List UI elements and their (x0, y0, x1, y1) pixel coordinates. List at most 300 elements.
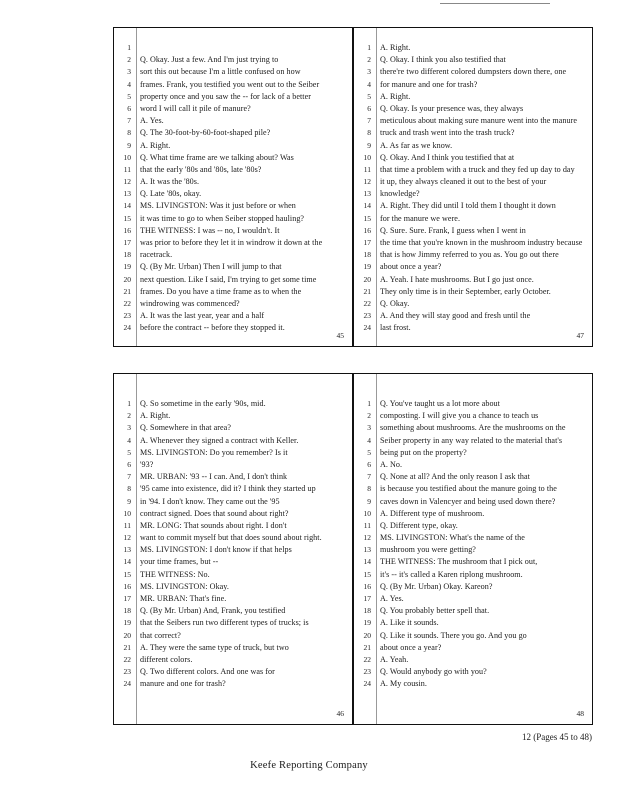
line-text: Q. So sometime in the early '90s, mid. (140, 399, 266, 408)
line-text: that the early '80s and '80s, late '80s? (140, 164, 262, 174)
line-text: mushroom you were getting? (380, 545, 476, 555)
line-text: frames. Frank, you testified you went out to the Seiber (140, 79, 320, 89)
transcript-line (114, 471, 348, 483)
line-number: 22 (363, 298, 371, 308)
transcript-line (354, 225, 588, 237)
line-number: 3 (127, 67, 131, 77)
line-text: Q. (By Mr. Urban) Okay. Kareon? (380, 581, 493, 591)
line-number: 12 (123, 533, 131, 543)
line-number: 4 (367, 435, 371, 445)
transcript-line (114, 410, 348, 422)
transcript-line (114, 398, 348, 410)
line-number: 10 (363, 508, 371, 518)
line-number: 15 (363, 569, 371, 579)
transcript-line (114, 103, 348, 115)
transcript-line (114, 508, 348, 520)
transcript-page-46 (113, 373, 353, 725)
line-number: 17 (363, 594, 371, 603)
line-text: A. Yes. (140, 116, 164, 126)
line-number: 6 (367, 459, 371, 469)
line-number: 13 (363, 545, 371, 555)
transcript-line (114, 544, 348, 556)
transcript-line (114, 298, 348, 310)
transcript-line (114, 642, 348, 654)
line-text: Q. Okay. And I think you testified that at (380, 152, 515, 162)
line-text: Q. Late '80s, okay. (140, 189, 202, 199)
page-number: 45 (336, 331, 344, 340)
transcript-line (114, 188, 348, 200)
line-text: that is how Jimmy referred to you as. You go out there (380, 250, 559, 260)
line-text: before the contract -- before they stopped it. (140, 323, 285, 333)
line-text: A. My cousin. (380, 679, 427, 689)
line-number: 18 (363, 250, 371, 260)
transcript-line (114, 496, 348, 508)
line-number: 8 (127, 484, 131, 494)
line-text: want to commit myself but that does sound about right. (140, 533, 322, 543)
line-number: 9 (127, 496, 131, 506)
line-number: 15 (123, 569, 131, 579)
line-number: 20 (123, 274, 131, 284)
line-number: 9 (367, 140, 371, 150)
line-number: 6 (127, 103, 131, 113)
line-number: 5 (367, 447, 371, 457)
line-number: 3 (367, 67, 371, 77)
line-text: '93? (140, 459, 154, 469)
line-text: THE WITNESS: The mushroom that I pick out, (380, 557, 538, 567)
transcript-line (114, 422, 348, 434)
line-number: 19 (363, 618, 371, 628)
line-number: 8 (127, 128, 131, 138)
line-number: 3 (127, 423, 131, 433)
line-number: 14 (363, 201, 371, 211)
transcript-line (354, 471, 588, 483)
line-number: 1 (367, 43, 371, 52)
transcript-lines (354, 398, 588, 691)
line-text: A. It was the last year, year and a half (140, 311, 265, 321)
line-number: 1 (367, 399, 371, 408)
transcript-line (114, 54, 348, 66)
line-number: 16 (363, 225, 371, 235)
line-text: A. Right. (140, 140, 171, 150)
line-text: MS. LIVINGSTON: Do you remember? Is it (140, 447, 288, 457)
transcript-line (114, 127, 348, 139)
line-number: 6 (367, 103, 371, 113)
transcript-line (354, 520, 588, 532)
transcript-line (354, 103, 588, 115)
line-text: A. Right. (140, 411, 171, 421)
transcript-line (114, 556, 348, 568)
transcript-line (354, 115, 588, 127)
company-name: Keefe Reporting Company (250, 760, 368, 771)
line-text: MS. LIVINGSTON: Okay. (140, 581, 229, 591)
line-text: Q. Would anybody go with you? (380, 667, 487, 677)
line-number: 21 (123, 286, 131, 296)
line-text: about once a year? (380, 262, 442, 272)
line-number: 11 (363, 520, 371, 530)
line-text: A. As far as we know. (380, 140, 453, 150)
line-number: 2 (127, 411, 131, 421)
top-rule (440, 3, 550, 4)
transcript-line (354, 176, 588, 188)
line-number: 14 (123, 201, 131, 211)
line-number: 19 (123, 618, 131, 628)
line-text: Q. Somewhere in that area? (140, 423, 231, 433)
line-text: Q. Sure. Sure. Frank, I guess when I went in (380, 225, 526, 235)
transcript-line (114, 654, 348, 666)
line-number: 24 (123, 323, 131, 333)
transcript-line (114, 569, 348, 581)
line-text: MR. LONG: That sounds about right. I don't (140, 520, 287, 530)
line-text: A. And they will stay good and fresh until the (380, 311, 531, 321)
line-text: MS. LIVINGSTON: I don't know if that helps (140, 545, 292, 555)
line-text: A. Yes. (380, 594, 404, 603)
transcript-line (354, 410, 588, 422)
line-text: THE WITNESS: I was -- no, I wouldn't. It (140, 225, 280, 235)
line-text: something about mushrooms. Are the mushrooms on the (380, 423, 566, 433)
transcript-line (114, 617, 348, 629)
line-text: MS. LIVINGSTON: What's the name of the (380, 533, 525, 543)
line-number: 5 (127, 447, 131, 457)
line-text: Q. What time frame are we talking about? Was (140, 152, 294, 162)
line-text: Seiber property in any way related to the material that's (380, 435, 563, 445)
transcript-line (354, 556, 588, 568)
transcript-line (354, 617, 588, 629)
line-text: MS. LIVINGSTON: Was it just before or when (140, 201, 296, 211)
transcript-line (354, 237, 588, 249)
line-text: knowledge? (380, 189, 420, 199)
transcript-line (354, 483, 588, 495)
line-text: Q. Like it sounds. There you go. And you go (380, 630, 527, 640)
line-number: 20 (363, 630, 371, 640)
line-text: Q. Two different colors. And one was for (140, 667, 275, 677)
transcript-page-45 (113, 27, 353, 347)
line-text: A. Right. (380, 91, 411, 101)
line-number: 17 (123, 594, 131, 603)
transcript-line (114, 164, 348, 176)
transcript-line (114, 678, 348, 690)
transcript-line (114, 91, 348, 103)
line-text: Q. Okay. I think you also testified that (380, 55, 506, 65)
line-number: 1 (127, 43, 131, 52)
transcript-line (114, 225, 348, 237)
line-number: 21 (363, 642, 371, 652)
line-number: 21 (123, 642, 131, 652)
line-text: Q. Different type, okay. (380, 520, 458, 530)
line-number: 13 (123, 189, 131, 199)
line-text: A. Different type of mushroom. (380, 508, 485, 518)
line-number: 8 (367, 484, 371, 494)
line-number: 11 (123, 520, 131, 530)
line-text: A. It was the '80s. (140, 177, 200, 187)
transcript-line (114, 581, 348, 593)
line-number: 16 (123, 581, 131, 591)
line-number: 5 (367, 91, 371, 101)
transcript-line (114, 152, 348, 164)
line-number: 22 (363, 654, 371, 664)
line-text: Q. The 30-foot-by-60-foot-shaped pile? (140, 128, 271, 138)
line-text: sort this out because I'm a little confused on how (140, 67, 301, 77)
transcript-line (114, 140, 348, 152)
line-number: 10 (363, 152, 371, 162)
transcript-line (114, 605, 348, 617)
line-text: it's -- it's called a Karen riplong mushroom. (380, 569, 523, 579)
line-number: 4 (127, 435, 131, 445)
line-text: composting. I will give you a chance to teach us (380, 411, 539, 421)
page-range-label: 12 (Pages 45 to 48) (522, 732, 592, 742)
line-number: 17 (123, 238, 131, 247)
transcript-line (114, 435, 348, 447)
line-text: being put on the property? (380, 447, 467, 457)
transcript-line (114, 666, 348, 678)
line-text: MR. URBAN: '93 -- I can. And, I don't think (140, 472, 288, 482)
transcript-line (354, 398, 588, 410)
transcript-line (114, 593, 348, 605)
line-text: different colors. (140, 654, 193, 664)
line-number: 23 (363, 311, 371, 321)
transcript-line (114, 66, 348, 78)
transcript-line (114, 532, 348, 544)
transcript-line (354, 127, 588, 139)
transcript-line (114, 42, 348, 54)
line-text: it up, they always cleaned it out to the best of your (380, 177, 547, 187)
line-number: 3 (367, 423, 371, 433)
transcript-line (114, 483, 348, 495)
line-text: manure and one for trash? (140, 679, 226, 689)
transcript-lines (114, 398, 348, 691)
line-number: 7 (127, 472, 131, 482)
line-text: truck and trash went into the trash truck? (380, 128, 515, 138)
line-number: 24 (363, 323, 371, 333)
transcript-line (354, 66, 588, 78)
line-text: Q. You've taught us a lot more about (380, 399, 500, 408)
transcript-page-48 (353, 373, 593, 725)
line-text: A. Yeah. (380, 654, 409, 664)
line-number: 19 (363, 262, 371, 272)
line-text: A. No. (380, 459, 403, 469)
line-text: THE WITNESS: No. (140, 569, 210, 579)
line-text: Q. Okay. (380, 298, 410, 308)
transcript-line (114, 249, 348, 261)
line-number: 13 (363, 189, 371, 199)
line-number: 11 (123, 164, 131, 174)
line-number: 24 (123, 679, 131, 689)
line-number: 21 (363, 286, 371, 296)
transcript-line (114, 200, 348, 212)
transcript-line (354, 274, 588, 286)
line-text: A. Right. They did until I told them I thought it down (380, 201, 556, 211)
transcript-line (354, 140, 588, 152)
transcript-line (114, 459, 348, 471)
page-number: 46 (336, 709, 344, 718)
line-text: caves down in Valencyer and being used down there? (380, 496, 556, 506)
line-number: 18 (363, 606, 371, 616)
line-text: meticulous about making sure manure went into the manure (380, 116, 577, 126)
line-number: 7 (367, 472, 371, 482)
transcript-line (354, 593, 588, 605)
transcript-line (114, 213, 348, 225)
line-number: 12 (123, 177, 131, 187)
transcript-line (354, 42, 588, 54)
transcript-line (354, 188, 588, 200)
line-text: Q. None at all? And the only reason I ask that (380, 472, 530, 482)
page-number: 47 (576, 331, 584, 340)
line-text: contract signed. Does that sound about right? (140, 508, 289, 518)
transcript-line (114, 79, 348, 91)
line-text: word I will call it pile of manure? (140, 103, 251, 113)
line-number: 8 (367, 128, 371, 138)
line-number: 16 (363, 581, 371, 591)
line-text: property once and you saw the -- for lack of a better (140, 91, 311, 101)
line-number: 12 (363, 177, 371, 187)
line-text: Q. Okay. Is your presence was, they always (380, 103, 524, 113)
transcript-line (114, 237, 348, 249)
line-number: 20 (363, 274, 371, 284)
line-number: 14 (363, 557, 371, 567)
line-number: 4 (367, 79, 371, 89)
line-number: 14 (123, 557, 131, 567)
line-text: was prior to before they let it in windrow it down at the (140, 238, 323, 247)
line-text: windrowing was commenced? (140, 298, 240, 308)
line-number: 19 (123, 262, 131, 272)
transcript-line (354, 654, 588, 666)
line-number: 2 (367, 55, 371, 65)
transcript-line (354, 298, 588, 310)
transcript-line (354, 496, 588, 508)
line-number: 9 (127, 140, 131, 150)
transcript-line (354, 447, 588, 459)
line-number: 22 (123, 298, 131, 308)
line-text (140, 42, 348, 54)
line-text: They only time is in their September, early October. (380, 286, 551, 296)
line-text: your time frames, but -- (140, 557, 219, 567)
line-text: Q. (By Mr. Urban) And, Frank, you testified (140, 606, 286, 616)
line-number: 4 (127, 79, 131, 89)
line-number: 2 (367, 411, 371, 421)
transcript-lines (114, 42, 348, 335)
transcript-line (114, 274, 348, 286)
line-text: A. Like it sounds. (380, 618, 439, 628)
line-number: 23 (363, 667, 371, 677)
line-text: is because you testified about the manure going to the (380, 484, 557, 494)
transcript-line (354, 152, 588, 164)
line-text: in '94. I don't know. They came out the '95 (140, 496, 280, 506)
transcript-line (114, 310, 348, 322)
transcript-line (354, 459, 588, 471)
line-number: 11 (363, 164, 371, 174)
line-text: last frost. (380, 323, 411, 333)
line-text: about once a year? (380, 642, 442, 652)
line-text: that time a problem with a truck and they fed up day to day (380, 164, 575, 174)
transcript-line (354, 422, 588, 434)
line-text: there're two different colored dumpsters down there, one (380, 67, 567, 77)
transcript-line (354, 435, 588, 447)
transcript-line (354, 54, 588, 66)
transcript-page-47 (353, 27, 593, 347)
line-text: A. Yeah. I hate mushrooms. But I go just once. (380, 274, 534, 284)
line-text: Q. You probably better spell that. (380, 606, 490, 616)
transcript-line (354, 200, 588, 212)
line-number: 7 (367, 116, 371, 126)
line-number: 12 (363, 533, 371, 543)
line-number: 15 (123, 213, 131, 223)
transcript-line (354, 678, 588, 690)
line-text: A. They were the same type of truck, but two (140, 642, 289, 652)
transcript-line (354, 79, 588, 91)
transcript-line (354, 286, 588, 298)
transcript-line (114, 630, 348, 642)
transcript-line (354, 213, 588, 225)
transcript-line (114, 176, 348, 188)
line-number: 6 (127, 459, 131, 469)
transcript-line (354, 91, 588, 103)
line-number: 22 (123, 654, 131, 664)
line-text: '95 came into existence, did it? I think they started up (140, 484, 316, 494)
transcript-line (354, 508, 588, 520)
transcript-line (354, 642, 588, 654)
transcript-line (354, 310, 588, 322)
line-text: that the Seibers run two different types of trucks; is (140, 618, 309, 628)
line-text: that correct? (140, 630, 181, 640)
line-number: 17 (363, 238, 371, 247)
line-number: 9 (367, 496, 371, 506)
line-number: 5 (127, 91, 131, 101)
line-text: next question. Like I said, I'm trying to get some time (140, 274, 317, 284)
line-number: 1 (127, 399, 131, 408)
line-number: 7 (127, 116, 131, 126)
line-text: A. Whenever they signed a contract with Keller. (140, 435, 299, 445)
transcript-line (354, 666, 588, 678)
transcript-line (354, 261, 588, 273)
line-text: A. Right. (380, 43, 411, 52)
transcript-line (114, 115, 348, 127)
transcript-line (114, 322, 348, 334)
transcript-line (114, 261, 348, 273)
line-number: 23 (123, 311, 131, 321)
transcript-line (354, 544, 588, 556)
line-number: 20 (123, 630, 131, 640)
line-number: 24 (363, 679, 371, 689)
transcript-line (114, 520, 348, 532)
transcript-line (114, 447, 348, 459)
line-text: for the manure we were. (380, 213, 461, 223)
transcript-line (354, 605, 588, 617)
line-number: 18 (123, 606, 131, 616)
transcript-line (354, 569, 588, 581)
line-text: racetrack. (140, 250, 173, 260)
transcript-line (354, 322, 588, 334)
line-number: 18 (123, 250, 131, 260)
line-number: 16 (123, 225, 131, 235)
line-number: 10 (123, 508, 131, 518)
transcript-line (354, 630, 588, 642)
line-text: the time that you're known in the mushroom industry because (380, 238, 583, 247)
transcript-line (354, 532, 588, 544)
transcript-lines (354, 42, 588, 335)
line-text: frames. Do you have a time frame as to when the (140, 286, 302, 296)
page-number: 48 (576, 709, 584, 718)
line-number: 2 (127, 55, 131, 65)
line-number: 23 (123, 667, 131, 677)
line-text: Q. Okay. Just a few. And I'm just trying to (140, 55, 279, 65)
line-number: 13 (123, 545, 131, 555)
line-text: it was time to go to when Seiber stopped hauling? (140, 213, 305, 223)
line-text: for manure and one for trash? (380, 79, 478, 89)
line-text: Q. (By Mr. Urban) Then I will jump to that (140, 262, 282, 272)
line-number: 10 (123, 152, 131, 162)
transcript-line (354, 164, 588, 176)
line-number: 15 (363, 213, 371, 223)
transcript-line (114, 286, 348, 298)
